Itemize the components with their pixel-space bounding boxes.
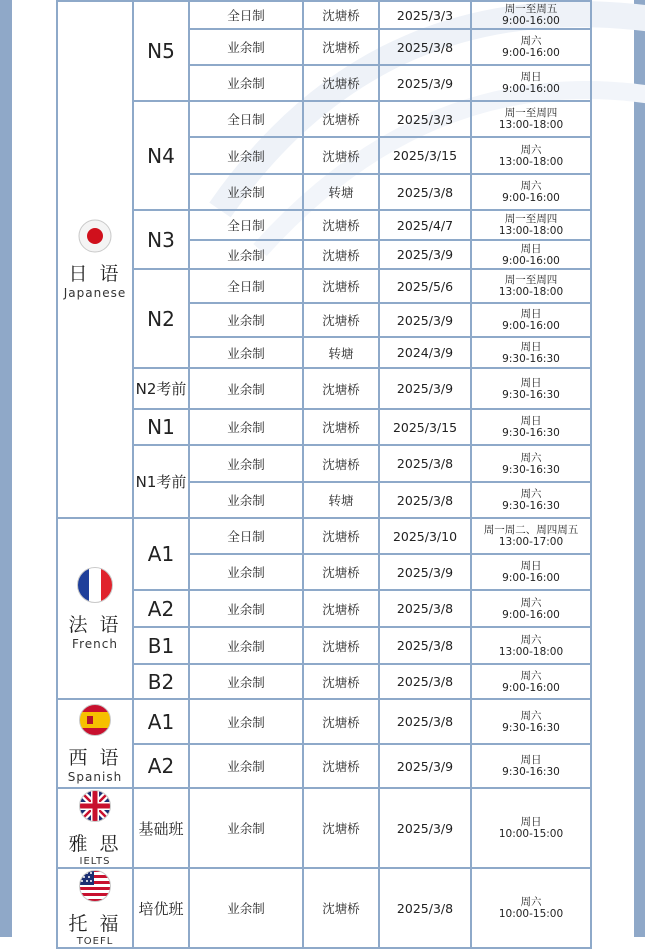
schedule-time-cell [471,482,591,518]
schedule-row [57,788,591,868]
time-line: 9:00-16:00 [502,192,560,204]
language-name-cn: 法 语 [68,614,122,636]
class-type-cell: 业余制 [189,627,303,664]
class-type-cell: 全日制 [189,1,303,29]
time-line: 13:00-17:00 [498,536,564,548]
class-type-cell: 业余制 [189,337,303,368]
schedule-time-cell [471,518,591,554]
schedule-time-cell [471,368,591,409]
schedule-time-cell [471,409,591,445]
location-cell: 沈塘桥 [303,65,379,101]
location-cell: 沈塘桥 [303,1,379,29]
time-line: 周日 [520,340,542,353]
class-type-cell: 业余制 [189,65,303,101]
language-name-cn: 日 语 [68,263,122,285]
schedule-row [57,744,591,788]
schedule-row [57,409,591,445]
schedule-time-cell [471,101,591,137]
schedule-time-cell [471,868,591,948]
level-cell: 培优班 [133,868,189,948]
schedule-row [57,368,591,409]
start-date-cell: 2025/3/8 [379,627,471,664]
course-schedule-table [56,0,592,949]
location-cell: 沈塘桥 [303,518,379,554]
time-line: 周日 [520,816,542,828]
time-line: 9:00-16:00 [502,572,560,584]
schedule-row [57,699,591,744]
time-line: 13:00-18:00 [498,119,564,131]
time-line: 周一周二、周四周五 [483,524,579,536]
start-date-cell: 2025/5/6 [379,269,471,303]
time-line: 9:30-16:30 [502,352,560,365]
level-cell: N1 [133,409,189,445]
level-cell: A1 [133,699,189,744]
level-cell: N1考前 [133,445,189,518]
location-cell: 沈塘桥 [303,210,379,240]
time-line: 周一至周四 [504,213,558,225]
time-line: 周六 [520,669,542,682]
time-line: 周六 [520,35,542,47]
left-border [0,0,12,937]
time-line: 周六 [520,180,542,192]
right-border [634,0,645,937]
start-date-cell: 2025/3/9 [379,788,471,868]
class-type-cell: 业余制 [189,788,303,868]
start-date-cell: 2025/3/3 [379,101,471,137]
time-line: 周日 [520,415,542,427]
location-cell: 转塘 [303,337,379,368]
time-line: 周六 [520,451,542,464]
schedule-time-cell [471,664,591,699]
location-cell: 沈塘桥 [303,409,379,445]
schedule-time-cell [471,337,591,368]
time-line: 周六 [520,896,542,908]
start-date-cell: 2025/3/9 [379,368,471,409]
time-line: 13:00-18:00 [498,225,564,237]
time-line: 周日 [520,308,542,320]
france-flag-icon [58,566,132,608]
start-date-cell: 2025/3/15 [379,409,471,445]
level-cell: B1 [133,627,189,664]
class-type-cell: 全日制 [189,518,303,554]
spain-flag-icon [58,703,132,741]
time-line: 周日 [520,71,542,83]
schedule-time-cell [471,744,591,788]
class-type-cell: 业余制 [189,590,303,627]
class-type-cell: 业余制 [189,554,303,590]
class-type-cell: 业余制 [189,409,303,445]
time-line: 9:00-16:00 [502,608,560,621]
time-line: 9:00-16:00 [502,254,560,267]
start-date-cell: 2025/3/8 [379,590,471,627]
class-type-cell: 业余制 [189,482,303,518]
class-type-cell: 业余制 [189,744,303,788]
location-cell: 转塘 [303,174,379,210]
time-line: 9:00-16:00 [502,47,560,59]
class-type-cell: 业余制 [189,137,303,174]
time-line: 周日 [520,242,542,255]
class-type-cell: 业余制 [189,303,303,337]
schedule-row [57,664,591,699]
schedule-time-cell [471,137,591,174]
time-line: 周六 [520,488,542,500]
location-cell: 沈塘桥 [303,29,379,65]
language-name-cn: 西 语 [68,747,122,769]
location-cell: 沈塘桥 [303,627,379,664]
language-name-en: French [72,637,118,651]
schedule-time-cell [471,29,591,65]
time-line: 10:00-15:00 [498,908,564,920]
time-line: 9:30-16:30 [502,427,560,439]
time-line: 周六 [520,143,542,156]
time-line: 周日 [520,376,542,389]
start-date-cell: 2025/3/8 [379,664,471,699]
time-line: 周日 [520,560,542,572]
location-cell: 沈塘桥 [303,664,379,699]
location-cell: 沈塘桥 [303,554,379,590]
class-type-cell: 业余制 [189,699,303,744]
usa-flag-icon [58,869,132,907]
schedule-time-cell [471,269,591,303]
time-line: 9:00-16:00 [502,320,560,332]
schedule-row [57,210,591,240]
schedule-row [57,590,591,627]
time-line: 13:00-18:00 [498,155,564,168]
schedule-row [57,269,591,303]
schedule-time-cell [471,1,591,29]
level-cell: N4 [133,101,189,210]
location-cell: 沈塘桥 [303,240,379,269]
time-line: 13:00-18:00 [498,645,564,658]
class-type-cell: 业余制 [189,174,303,210]
time-line: 10:00-15:00 [498,828,564,840]
language-cell [57,518,133,699]
schedule-row [57,1,591,29]
schedule-time-cell [471,240,591,269]
time-line: 周一至周五 [504,3,558,15]
location-cell: 沈塘桥 [303,744,379,788]
language-name-en: TOEFL [76,936,114,947]
start-date-cell: 2025/3/8 [379,29,471,65]
time-line: 周一至周四 [504,274,558,286]
schedule-row [57,518,591,554]
level-cell: A2 [133,744,189,788]
start-date-cell: 2025/3/9 [379,303,471,337]
start-date-cell: 2025/3/8 [379,174,471,210]
language-cell [57,868,133,948]
start-date-cell: 2025/3/9 [379,65,471,101]
schedule-time-cell [471,445,591,482]
time-line: 9:00-16:00 [502,681,560,694]
time-line: 9:30-16:30 [502,766,560,778]
location-cell: 转塘 [303,482,379,518]
time-line: 9:00-16:00 [502,83,560,95]
level-cell: B2 [133,664,189,699]
language-cell [57,699,133,788]
schedule-time-cell [471,699,591,744]
location-cell: 沈塘桥 [303,868,379,948]
start-date-cell: 2025/3/9 [379,554,471,590]
level-cell: N2考前 [133,368,189,409]
start-date-cell: 2025/3/8 [379,482,471,518]
time-line: 周六 [520,633,542,646]
location-cell: 沈塘桥 [303,788,379,868]
level-cell: A2 [133,590,189,627]
start-date-cell: 2025/3/8 [379,445,471,482]
class-type-cell: 全日制 [189,210,303,240]
language-cell [57,1,133,518]
schedule-row [57,445,591,482]
time-line: 周六 [520,596,542,609]
schedule-time-cell [471,210,591,240]
language-cell [57,788,133,868]
start-date-cell: 2025/3/15 [379,137,471,174]
schedule-time-cell [471,65,591,101]
level-cell: A1 [133,518,189,590]
time-line: 9:00-16:00 [502,15,560,27]
time-line: 9:30-16:30 [502,463,560,476]
level-cell: N3 [133,210,189,269]
time-line: 周六 [520,709,542,722]
language-name-en: Spanish [67,770,123,784]
location-cell: 沈塘桥 [303,137,379,174]
start-date-cell: 2025/3/9 [379,240,471,269]
schedule-time-cell [471,627,591,664]
class-type-cell: 业余制 [189,664,303,699]
start-date-cell: 2025/3/8 [379,699,471,744]
start-date-cell: 2025/3/3 [379,1,471,29]
start-date-cell: 2025/3/9 [379,744,471,788]
time-line: 13:00-18:00 [498,286,564,298]
schedule-time-cell [471,590,591,627]
schedule-time-cell [471,554,591,590]
start-date-cell: 2024/3/9 [379,337,471,368]
time-line: 9:30-16:30 [502,500,560,512]
class-type-cell: 全日制 [189,269,303,303]
time-line: 9:30-16:30 [502,721,560,734]
level-cell: N5 [133,1,189,101]
location-cell: 沈塘桥 [303,101,379,137]
class-type-cell: 业余制 [189,445,303,482]
language-name-cn: 托 福 [68,913,122,935]
level-cell: N2 [133,269,189,368]
location-cell: 沈塘桥 [303,303,379,337]
schedule-time-cell [471,303,591,337]
schedule-time-cell [471,174,591,210]
location-cell: 沈塘桥 [303,445,379,482]
level-cell: 基础班 [133,788,189,868]
class-type-cell: 业余制 [189,868,303,948]
language-name-cn: 雅 思 [68,833,122,855]
schedule-time-cell [471,788,591,868]
location-cell: 沈塘桥 [303,699,379,744]
time-line: 周日 [520,754,542,766]
class-type-cell: 业余制 [189,29,303,65]
class-type-cell: 全日制 [189,101,303,137]
time-line: 9:30-16:30 [502,388,560,401]
uk-flag-icon [58,789,132,827]
location-cell: 沈塘桥 [303,269,379,303]
language-name-en: IELTS [79,856,111,867]
start-date-cell: 2025/3/8 [379,868,471,948]
class-type-cell: 业余制 [189,240,303,269]
start-date-cell: 2025/3/10 [379,518,471,554]
japan-flag-icon [58,219,132,257]
schedule-row [57,627,591,664]
location-cell: 沈塘桥 [303,368,379,409]
time-line: 周一至周四 [504,107,558,119]
location-cell: 沈塘桥 [303,590,379,627]
start-date-cell: 2025/4/7 [379,210,471,240]
schedule-row [57,101,591,137]
language-name-en: Japanese [63,286,127,300]
class-type-cell: 业余制 [189,368,303,409]
schedule-row [57,868,591,948]
